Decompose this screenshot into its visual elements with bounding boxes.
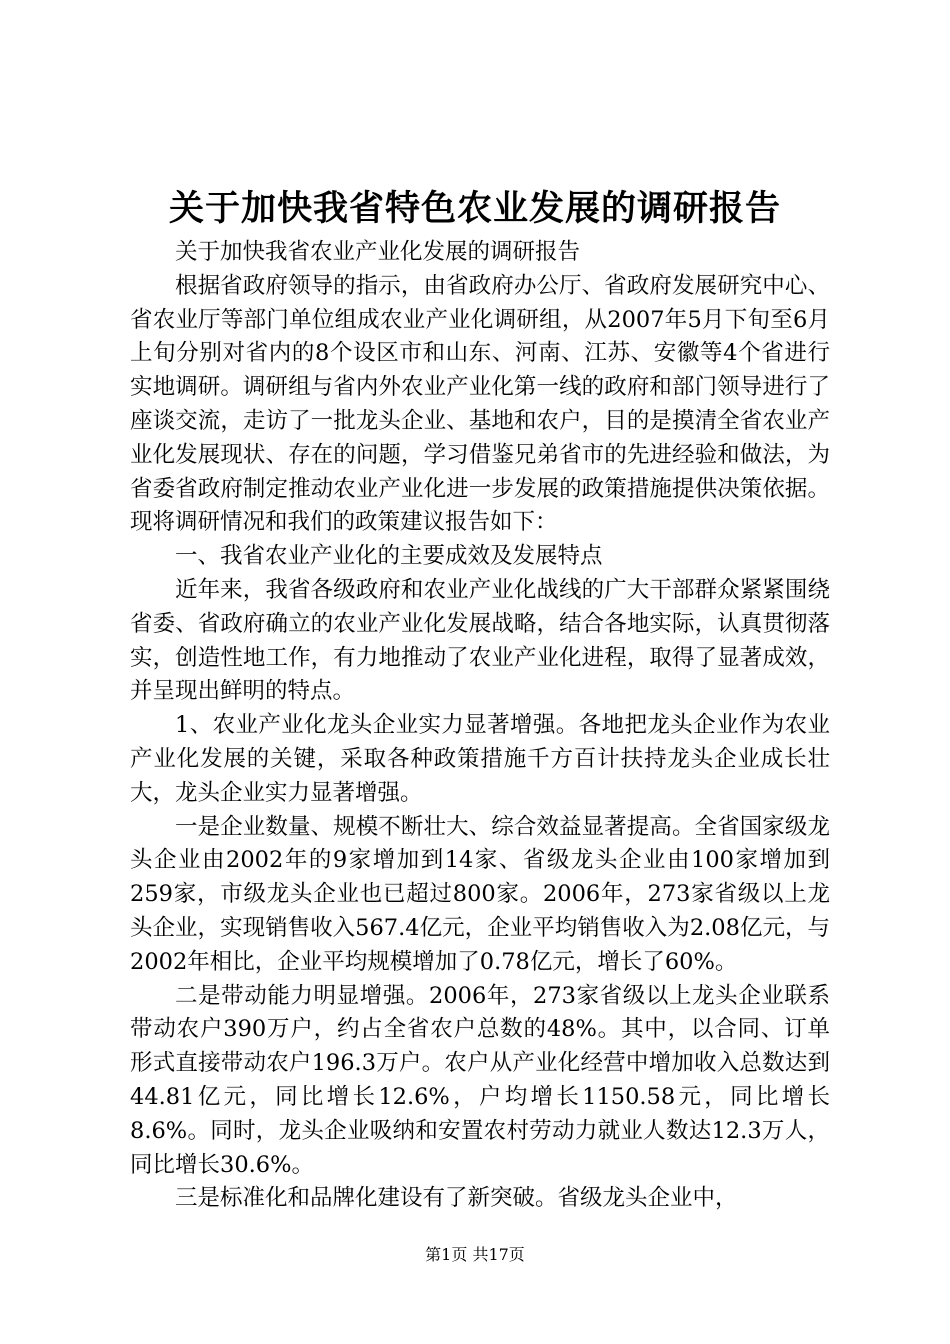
page-number-footer: 第1页 共17页 bbox=[425, 1245, 525, 1264]
body-paragraph: 三是标准化和品牌化建设有了新突破。省级龙头企业中， bbox=[175, 1185, 738, 1212]
section-heading: 一、我省农业产业化的主要成效及发展特点 bbox=[175, 543, 603, 570]
subsection-heading-paragraph: 1、农业产业化龙头企业实力显著增强。各地把龙头企业作为农业产业化发展的关键，采取各种政策措施千方百计扶持龙头企业成长壮大，龙头企业实力显著增强。 bbox=[130, 712, 830, 806]
body-paragraph: 近年来，我省各级政府和农业产业化战线的广大干部群众紧紧围绕省委、省政府确立的农业产业化发展战略，结合各地实际，认真贯彻落实，创造性地工作，有力地推动了农业产业化进程，取得了显著成效，并呈现出鲜明的特点。 bbox=[130, 576, 830, 705]
body-paragraph: 一是企业数量、规模不断壮大、综合效益显著提高。全省国家级龙头企业由2002年的9家增加到14家、省级龙头企业由100家增加到259家，市级龙头企业也已超过800家。2006年，273家省级以上龙头企业，实现销售收入567.4亿元，企业平均销售收入为2.08亿元，与2002年相比，企业平均规模增加了0.78亿元，增长了60%。 bbox=[130, 813, 830, 975]
body-paragraph: 二是带动能力明显增强。2006年，273家省级以上龙头企业联系带动农户390万户，约占全省农户总数的48%。其中，以合同、订单形式直接带动农户196.3万户。农户从产业化经营中增加收入总数达到44.81亿元，同比增长12.6%，户均增长1150.58元，同比增长8.6%。同时，龙头企业吸纳和安置农村劳动力就业人数达12.3万人，同比增长30.6%。 bbox=[130, 982, 830, 1178]
body-paragraph: 根据省政府领导的指示，由省政府办公厅、省政府发展研究中心、省农业厅等部门单位组成农业产业化调研组，从2007年5月下旬至6月上旬分别对省内的8个设区市和山东、河南、江苏、安徽等4个省进行实地调研。调研组与省内外农业产业化第一线的政府和部门领导进行了座谈交流，走访了一批龙头企业、基地和农户，目的是摸清全省农业产业化发展现状、存在的问题，学习借鉴兄弟省市的先进经验和做法，为省委省政府制定推动农业产业化进一步发展的政策措施提供决策依据。现将调研情况和我们的政策建议报告如下： bbox=[130, 272, 830, 536]
document-title: 关于加快我省特色农业发展的调研报告 bbox=[168, 188, 781, 229]
subtitle-paragraph: 关于加快我省农业产业化发展的调研报告 bbox=[175, 239, 581, 265]
document-body bbox=[130, 236, 830, 1216]
